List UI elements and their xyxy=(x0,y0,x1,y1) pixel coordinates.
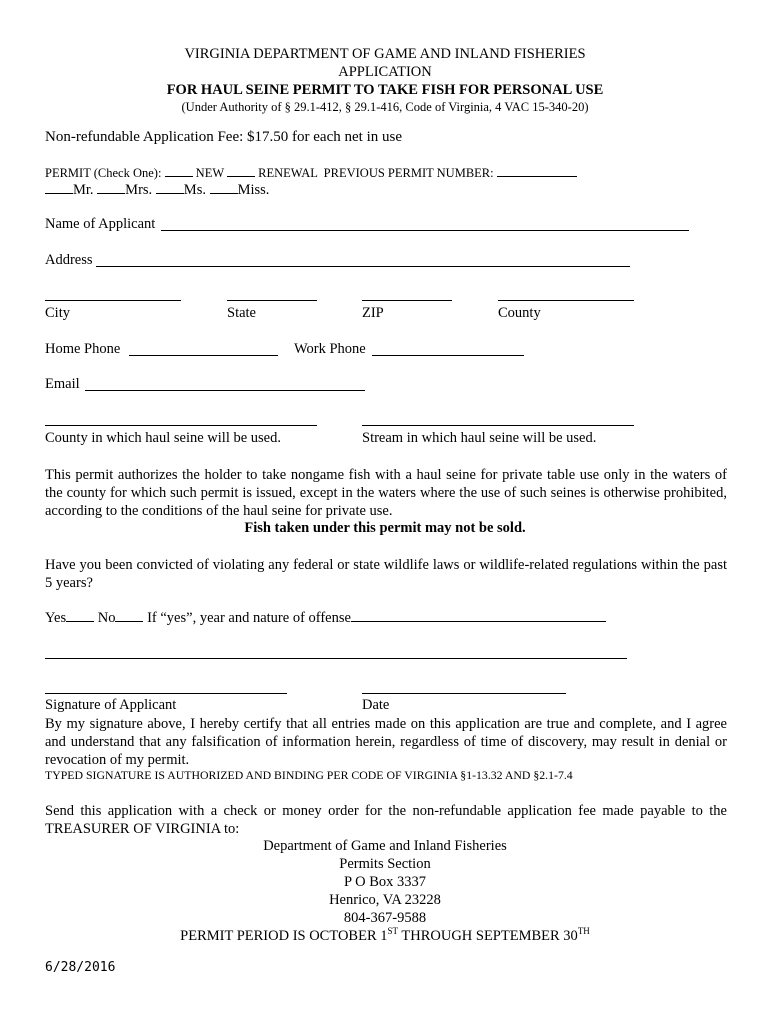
new-option-label: NEW xyxy=(195,166,224,180)
permit-period: PERMIT PERIOD IS OCTOBER 1ST THROUGH SEPTEMBER 30TH xyxy=(180,926,590,944)
salutation-miss: Miss. xyxy=(237,182,270,198)
previous-permit-number-field[interactable] xyxy=(497,164,577,177)
address-field[interactable] xyxy=(96,266,630,267)
home-phone-label: Home Phone xyxy=(45,341,121,357)
previous-permit-label: PREVIOUS PERMIT NUMBER: xyxy=(323,166,494,180)
date-field[interactable] xyxy=(362,693,566,694)
document-type: APPLICATION xyxy=(338,64,432,80)
authorization-text: This permit authorizes the holder to take nongame fish with a haul seine for private table use only in the waters of the county for which such permit is issued, except in the waters where the use of such seines is otherwise prohibited, according to the conditions of the haul seine for private use. xyxy=(45,467,727,519)
ms-checkbox-blank[interactable] xyxy=(156,181,184,194)
county-label: County xyxy=(498,305,541,321)
address-label: Address xyxy=(45,252,93,268)
signature-field[interactable] xyxy=(45,693,287,694)
renewal-option-label: RENEWAL xyxy=(258,166,318,180)
form-title: FOR HAUL SEINE PERMIT TO TAKE FISH FOR PERSONAL USE xyxy=(166,82,604,98)
work-phone-label: Work Phone xyxy=(294,341,366,357)
not-sold-notice: Fish taken under this permit may not be sold. xyxy=(244,520,526,536)
agency-name: VIRGINIA DEPARTMENT OF GAME AND INLAND FISHERIES xyxy=(184,46,586,62)
if-yes-label: If “yes”, year and nature of offense xyxy=(147,610,351,626)
mailing-section: Permits Section xyxy=(339,856,431,872)
email-label: Email xyxy=(45,376,80,392)
county-field[interactable] xyxy=(498,300,634,301)
mailing-po-box: P O Box 3337 xyxy=(343,874,427,890)
state-label: State xyxy=(227,305,256,321)
permit-type-row xyxy=(45,164,577,181)
name-field[interactable] xyxy=(161,230,689,231)
mailing-department: Department of Game and Inland Fisheries xyxy=(263,838,507,854)
county-used-label: County in which haul seine will be used. xyxy=(45,430,281,446)
application-fee: Non-refundable Application Fee: $17.50 for each net in use xyxy=(45,129,402,145)
work-phone-field[interactable] xyxy=(372,355,524,356)
mailing-phone: 804-367-9588 xyxy=(343,910,427,926)
send-instructions: Send this application with a check or money order for the non-refundable application fee made payable to the TREASURER OF VIRGINIA to: xyxy=(45,803,727,837)
stream-used-label: Stream in which haul seine will be used. xyxy=(362,430,597,446)
miss-checkbox-blank[interactable] xyxy=(210,181,238,194)
yes-label: Yes xyxy=(45,610,67,626)
city-label: City xyxy=(45,305,70,321)
mrs-checkbox-blank[interactable] xyxy=(97,181,125,194)
signature-label: Signature of Applicant xyxy=(45,697,177,713)
state-field[interactable] xyxy=(227,300,317,301)
date-label: Date xyxy=(362,697,390,713)
mr-checkbox-blank[interactable] xyxy=(45,181,73,194)
offense-field-continued[interactable] xyxy=(45,658,627,659)
salutation-row xyxy=(45,181,269,199)
salutation-mrs: Mrs. xyxy=(125,182,153,198)
county-used-field[interactable] xyxy=(45,425,317,426)
email-field[interactable] xyxy=(85,390,365,391)
authority-citation: (Under Authority of § 29.1-412, § 29.1-416, Code of Virginia, 4 VAC 15-340-20) xyxy=(181,100,589,114)
new-checkbox-blank[interactable] xyxy=(165,164,193,177)
certification-text: By my signature above, I hereby certify that all entries made on this application are true and complete, and I agree and understand that any falsification of information herein, regardless of time of discovery, may result in denial or revocation of my permit. xyxy=(45,716,727,768)
yes-checkbox-blank[interactable] xyxy=(66,609,94,622)
home-phone-field[interactable] xyxy=(129,355,278,356)
no-label: No xyxy=(97,610,116,626)
conviction-question: Have you been convicted of violating any federal or state wildlife laws or wildlife-related regulations within the past 5 years? xyxy=(45,557,727,591)
zip-field[interactable] xyxy=(362,300,452,301)
city-field[interactable] xyxy=(45,300,181,301)
name-label: Name of Applicant xyxy=(45,216,156,232)
mailing-city-state-zip: Henrico, VA 23228 xyxy=(329,892,441,908)
permit-type-label: PERMIT (Check One): xyxy=(45,166,162,180)
revision-date: 6/28/2016 xyxy=(45,960,116,975)
salutation-ms: Ms. xyxy=(183,182,206,198)
zip-label: ZIP xyxy=(362,305,384,321)
typed-signature-note: TYPED SIGNATURE IS AUTHORIZED AND BINDING PER CODE OF VIRGINIA §1-13.32 AND §2.1-7.4 xyxy=(45,768,573,782)
conviction-answer-row xyxy=(45,609,606,627)
salutation-mr: Mr. xyxy=(73,182,94,198)
no-checkbox-blank[interactable] xyxy=(115,609,143,622)
renewal-checkbox-blank[interactable] xyxy=(227,164,255,177)
offense-field[interactable] xyxy=(351,609,606,622)
stream-used-field[interactable] xyxy=(362,425,634,426)
